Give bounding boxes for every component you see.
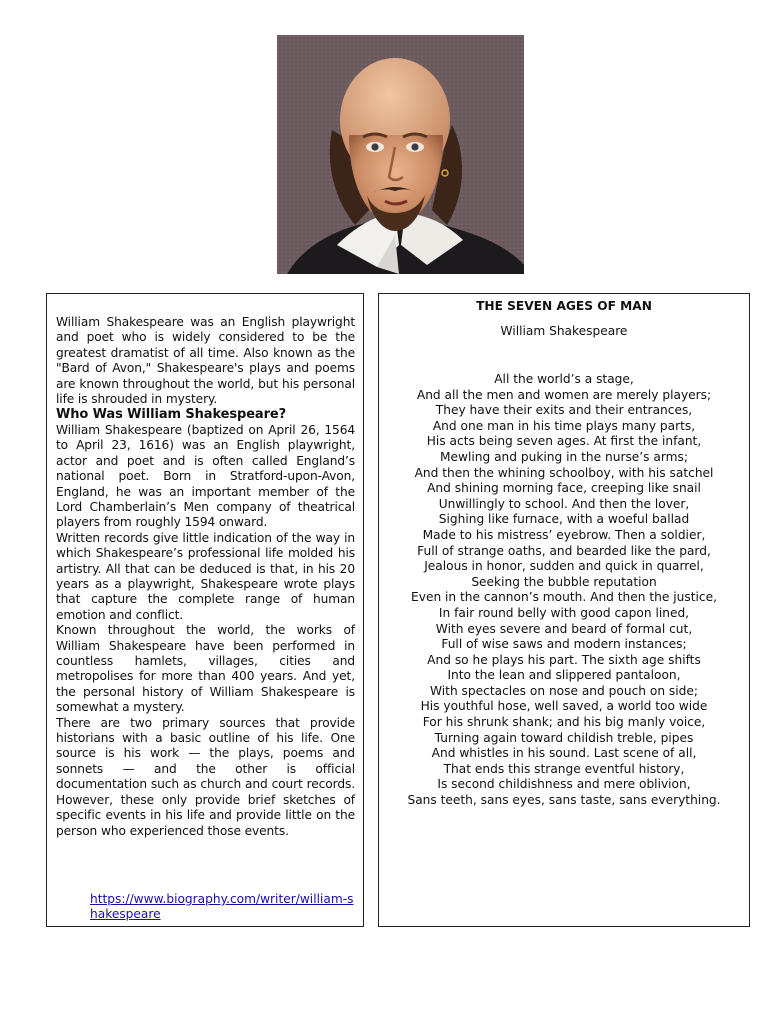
shakespeare-portrait [277,35,524,274]
source-link-wrap [56,892,355,923]
poem-panel [378,293,750,927]
poem-line: They have their exits and their entrances, [435,403,693,418]
poem-line: And whistles in his sound. Last scene of all, [431,746,697,761]
bio-paragraph-1: William Shakespeare (baptized on April 26, 1564 to April 23, 1616) was an English playwright, actor and poet and is often called England’s national poet. Born in Stratford-upon-Avon, England, he was an important member of the Lord Chamberlain’s Men company of theatrical players from roughly 1594 onward. [56,422,355,530]
poem-line: Jealous in honor, sudden and quick in quarrel, [424,559,704,574]
poem-line: Full of wise saws and modern instances; [441,637,687,652]
poem-line: For his shrunk shank; and his big manly voice, [422,715,706,730]
poem-line: Is second childishness and mere oblivion, [437,777,691,792]
biography-text [56,315,355,839]
poem-line: Made to his mistress’ eyebrow. Then a soldier, [422,527,706,542]
bio-paragraph-4: There are two primary sources that provide historians with a basic outline of his life. One source is his work — the plays, poems and sonnets — and the other is official documentation such as church and court records. However, these only provide brief sketches of specific events in his life and provide little on the person who experienced those events. [56,715,355,838]
poem-line: And all the men and women are merely players; [416,387,712,402]
poem-line: Unwillingly to school. And then the lover, [438,496,690,511]
source-link[interactable]: https://www.biography.com/writer/william-shakespeare [90,892,354,922]
poem-line: Mewling and puking in the nurse’s arms; [440,449,688,464]
poem-line: And so he plays his part. The sixth age shifts [427,652,701,667]
poem-line: And one man in his time plays many parts, [432,418,696,433]
poem-line: In fair round belly with good capon lined, [438,605,690,620]
poem-line: With spectacles on nose and pouch on side; [430,683,698,698]
poem-line: Full of strange oaths, and bearded like the pard, [417,543,711,558]
poem-author: William Shakespeare [500,324,628,338]
poem-line: Even in the cannon’s mouth. And then the justice, [411,590,717,605]
poem-line: And shining morning face, creeping like snail [427,481,701,496]
poem-line: All the world’s a stage, [494,372,634,386]
poem-title: THE SEVEN AGES OF MAN [476,299,652,313]
portrait-illustration [277,35,524,274]
poem-lines [379,372,749,809]
poem-line: Sighing like furnace, with a woeful ballad [438,512,690,527]
poem-line: Sans teeth, sans eyes, sans taste, sans everything. [407,793,721,808]
bio-intro: William Shakespeare was an English playwright and poet who is widely considered to be the greatest dramatist of all time. Also known as the "Bard of Avon," Shakespeare's plays and poems are known throughout the world, but his personal life is shrouded in mystery. [56,315,355,407]
bio-paragraph-2: Written records give little indication of the way in which Shakespeare’s professional life molded his artistry. All that can be deduced is that, in his 20 years as a playwright, Shakespeare wrote plays that capture the complete range of human emotion and conflict. [56,530,355,622]
bio-heading: Who Was William Shakespeare? [56,407,287,423]
poem-line: That ends this strange eventful history, [443,761,685,776]
poem-line: His acts being seven ages. At first the infant, [426,434,702,449]
poem-line: With eyes severe and beard of formal cut, [435,621,693,636]
poem-line: And then the whining schoolboy, with his satchel [414,465,714,480]
poem-line: Turning again toward childish treble, pipes [434,730,694,745]
poem-line: His youthful hose, well saved, a world too wide [420,699,708,714]
bio-paragraph-3: Known throughout the world, the works of William Shakespeare have been performed in countless hamlets, villages, cities and metropolises for more than 400 years. And yet, the personal history of William Shakespeare is somewhat a mystery. [56,623,355,715]
biography-panel [46,293,364,927]
poem-line: Into the lean and slippered pantaloon, [447,668,681,683]
poem-line: Seeking the bubble reputation [471,574,657,589]
